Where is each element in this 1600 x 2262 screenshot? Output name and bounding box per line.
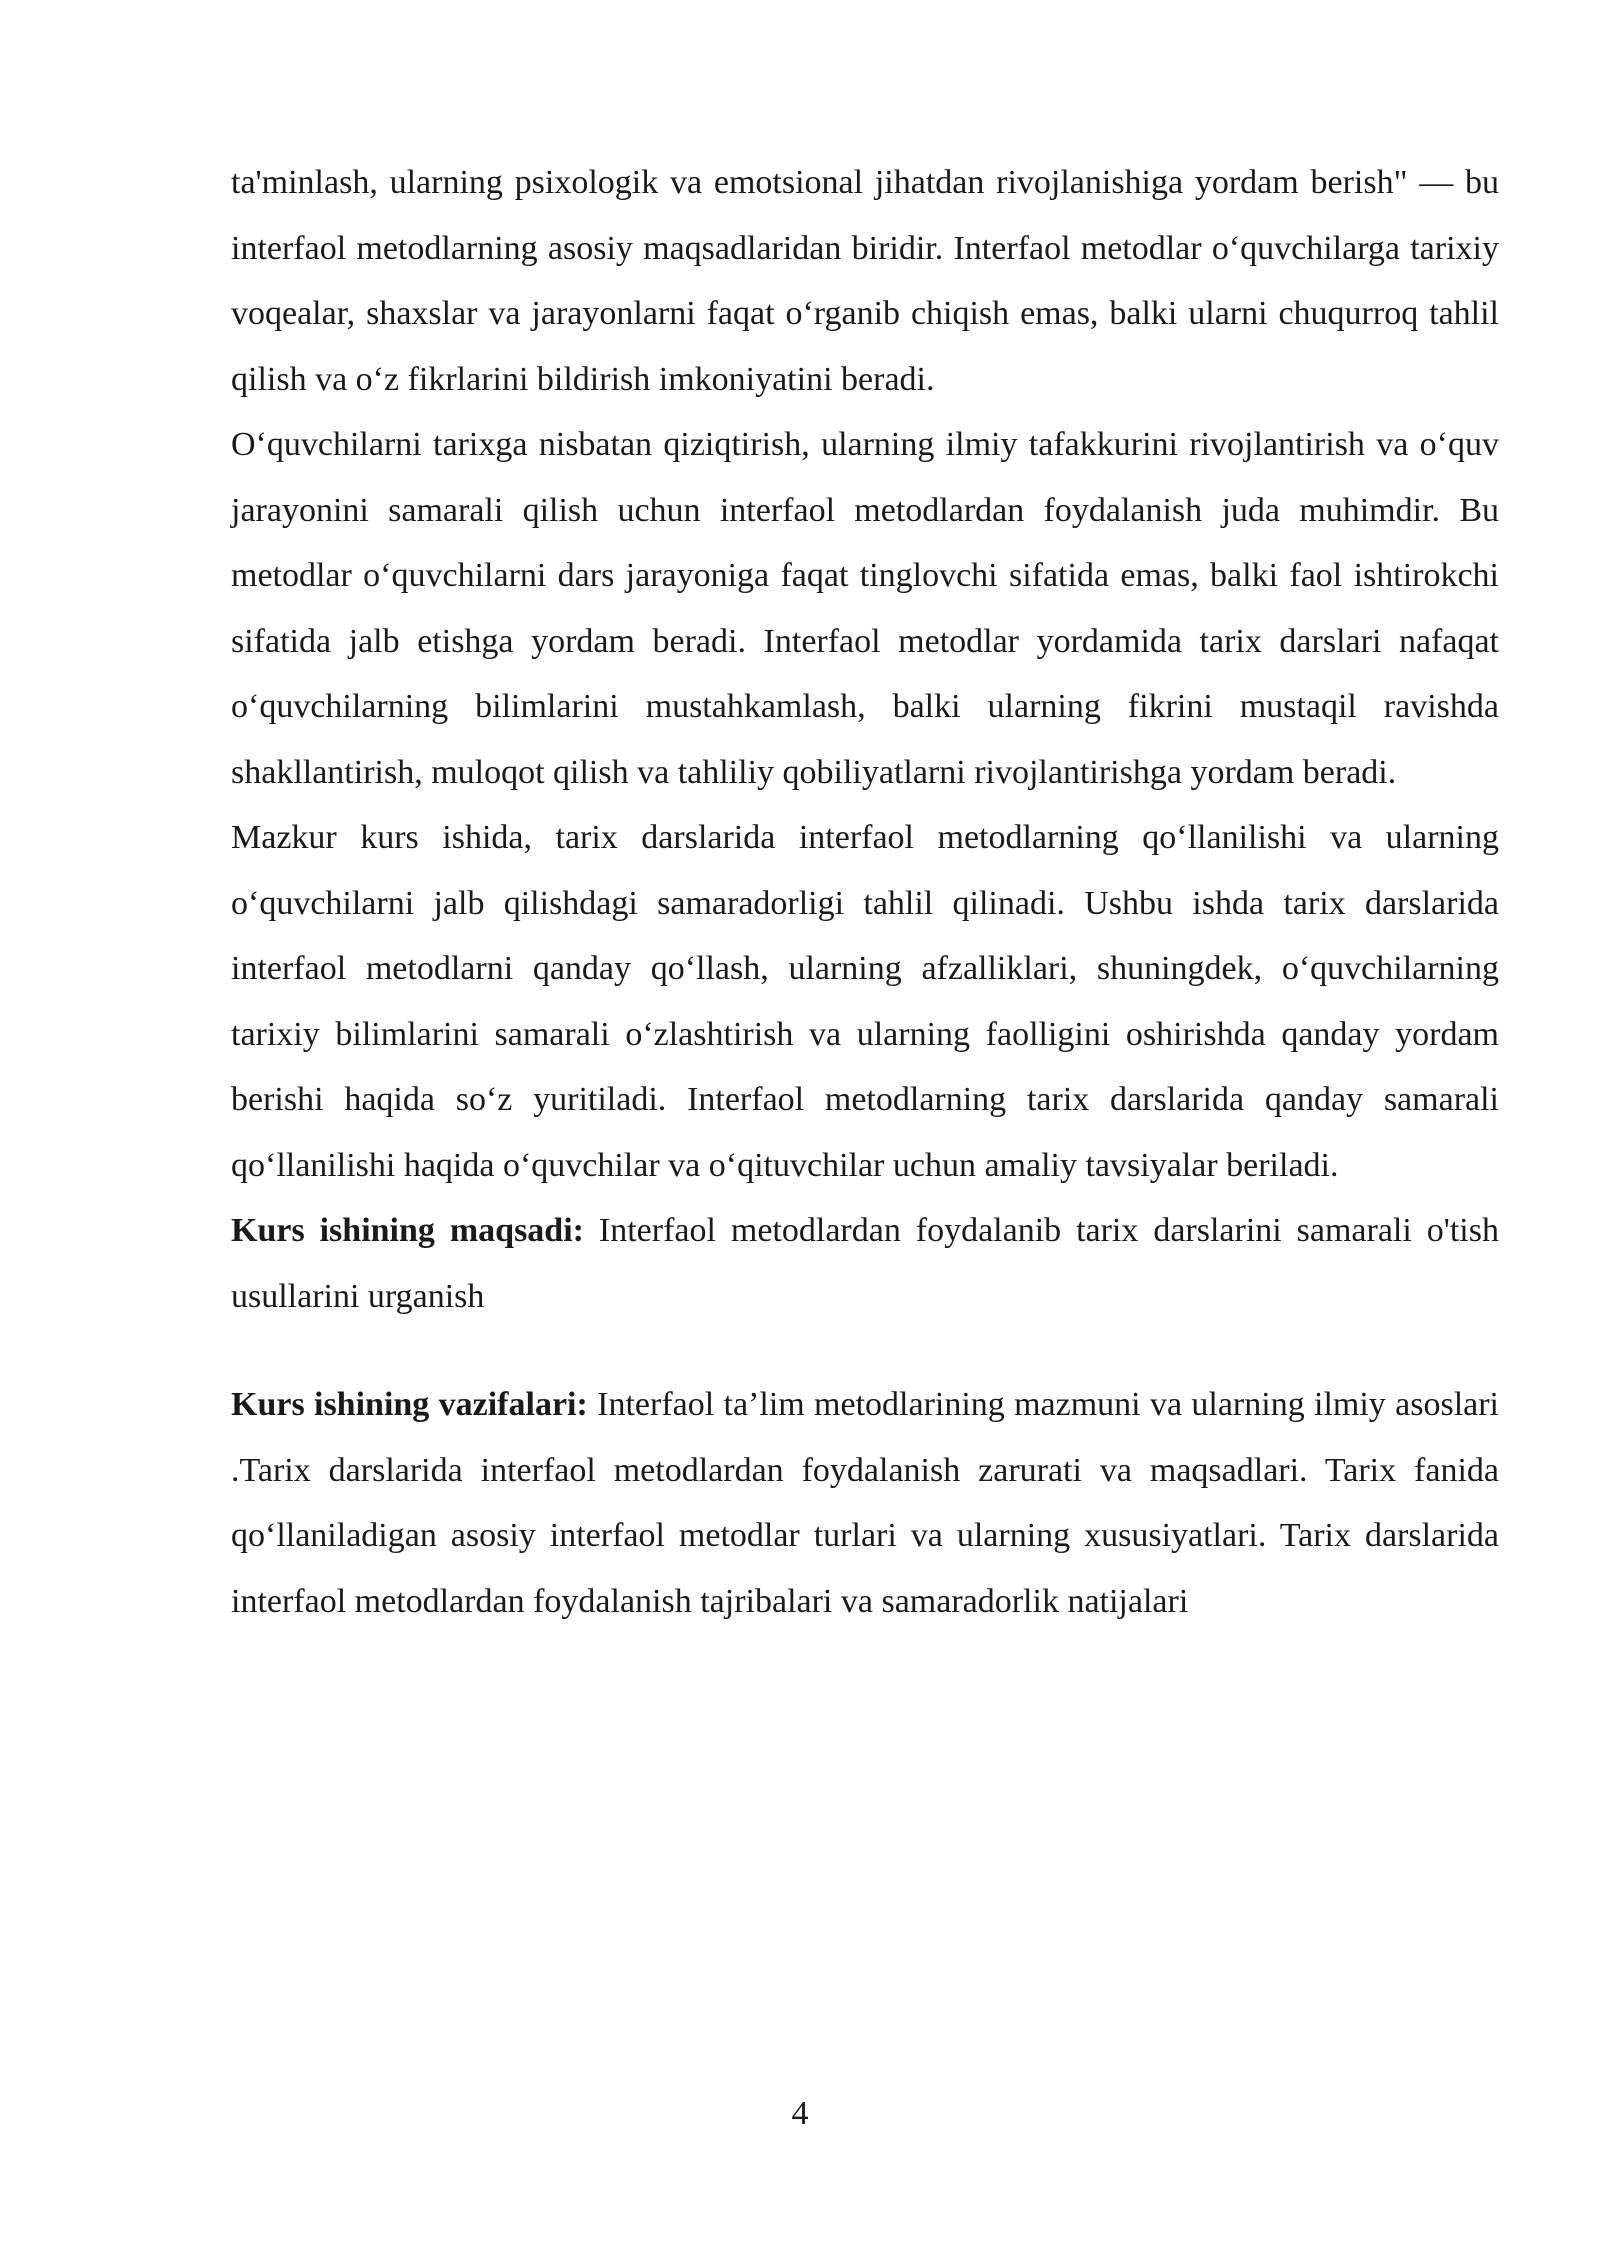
page-content [231,150,1499,1634]
course-goal-text: Interfaol metodlardan foydalanib tarix darslarini samarali o'tish usullarini urganish [231,1212,1499,1315]
body-paragraph-1: ta'minlash, ularning psixologik va emotsional jihatdan rivojlanishiga yordam berish" — bu interfaol metodlarning asosiy maqsadlaridan biridir. Interfaol metodlar o‘quvchilarga tarixiy voqealar, shaxslar va jarayonlarni faqat o‘rganib chiqish emas, balki ularni chuqurroq tahlil qilish va o‘z fikrlarini bildirish imkoniyatini beradi. [231,164,1499,398]
course-goal-label: Kurs ishining maqsadi: [231,1212,584,1249]
body-paragraph-2: O‘quvchilarni tarixga nisbatan qiziqtirish, ularning ilmiy tafakkurini rivojlantirish va o‘quv jarayonini samarali qilish uchun interfaol metodlardan foydalanish juda muhimdir. Bu metodlar o‘quvchilarni dars jarayoniga faqat tinglovchi sifatida emas, balki faol ishtirokchi sifatida jalb etishga yordam beradi. Interfaol metodlar yordamida tarix darslari nafaqat o‘quvchilarning bilimlarini mustahkamlash, balki ularning fikrini mustaqil ravishda shakllantirish, muloqot qilish va tahliliy qobiliyatlarni rivojlantirishga yordam beradi. [231,426,1499,791]
course-tasks-text: Interfaol ta’lim metodlarining mazmuni va ularning ilmiy asoslari .Tarix darslarida interfaol metodlardan foydalanish zarurati va maqsadlari. Tarix fanida qo‘llaniladigan asosiy interfaol metodlar turlari va ularning xususiyatlari. Tarix darslarida interfaol metodlardan foydalanish tajribalari va samaradorlik natijalari [231,1386,1499,1620]
page-number: 4 [791,2095,809,2132]
course-tasks-label: Kurs ishining vazifalari: [231,1386,588,1423]
course-goal-section [231,1198,1499,1329]
body-paragraph-3: Mazkur kurs ishida, tarix darslarida interfaol metodlarning qo‘llanilishi va ularning o‘quvchilarni jalb qilishdagi samaradorligi tahlil qilinadi. Ushbu ishda tarix darslarida interfaol metodlarni qanday qo‘llash, ularning afzalliklari, shuningdek, o‘quvchilarning tarixiy bilimlarini samarali o‘zlashtirish va ularning faolligini oshirishda qanday yordam berishi haqida so‘z yuritiladi. Interfaol metodlarning tarix darslarida qanday samarali qo‘llanilishi haqida o‘quvchilar va o‘qituvchilar uchun amaliy tavsiyalar beriladi. [231,819,1499,1184]
course-tasks-section [231,1372,1499,1634]
